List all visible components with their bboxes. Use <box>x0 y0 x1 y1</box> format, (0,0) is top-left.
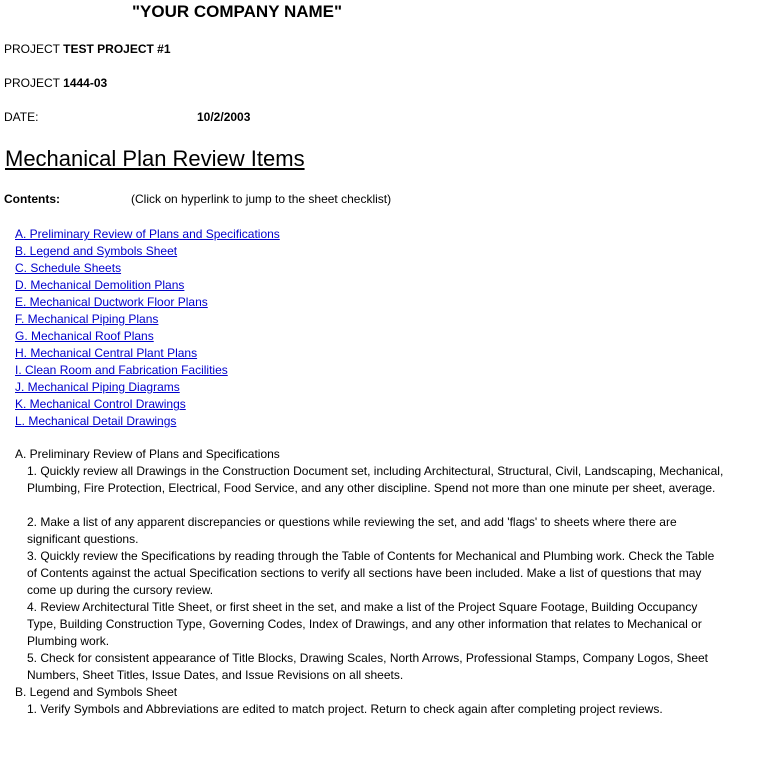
toc-link-i[interactable]: I. Clean Room and Fabrication Facilities <box>15 363 228 377</box>
toc-link-g[interactable]: G. Mechanical Roof Plans <box>15 329 154 343</box>
toc-item <box>15 379 280 396</box>
section-heading-a: A. Preliminary Review of Plans and Specifications <box>15 447 280 461</box>
toc-item <box>15 260 280 277</box>
table-of-contents <box>15 226 280 430</box>
toc-link-f[interactable]: F. Mechanical Piping Plans <box>15 312 159 326</box>
toc-link-b[interactable]: B. Legend and Symbols Sheet <box>15 244 178 258</box>
checklist-item-a5: 5. Check for consistent appearance of Title Blocks, Drawing Scales, North Arrows, Professional Stamps, Company Logos, Sheet Numbers, Sheet Titles, Issue Dates, and Issue Revisions on all sheets. <box>27 651 708 682</box>
toc-item <box>15 328 280 345</box>
project-label: PROJECT <box>4 42 60 56</box>
toc-link-c[interactable]: C. Schedule Sheets <box>15 261 122 275</box>
checklist-item-a1: 1. Quickly review all Drawings in the Construction Document set, including Architectural, Structural, Civil, Landscaping, Mechanical, Plumbing, Fire Protection, Electrical, Food Service, and any other discipline. Spend not more than one minute per sheet, average. <box>27 464 724 495</box>
toc-item <box>15 345 280 362</box>
toc-item <box>15 243 280 260</box>
checklist-item-b1: 1. Verify Symbols and Abbreviations are edited to match project. Return to check again after completing project reviews. <box>27 702 663 716</box>
page-title: Mechanical Plan Review Items <box>5 146 305 171</box>
toc-link-l[interactable]: L. Mechanical Detail Drawings <box>15 414 177 428</box>
toc-link-h[interactable]: H. Mechanical Central Plant Plans <box>15 346 198 360</box>
toc-item <box>15 362 280 379</box>
date-value: 10/2/2003 <box>197 110 251 124</box>
toc-item <box>15 396 280 413</box>
project-name: TEST PROJECT #1 <box>63 42 171 56</box>
toc-item <box>15 413 280 430</box>
toc-item <box>15 294 280 311</box>
toc-link-k[interactable]: K. Mechanical Control Drawings <box>15 397 186 411</box>
company-name: "YOUR COMPANY NAME" <box>132 2 343 21</box>
toc-link-a[interactable]: A. Preliminary Review of Plans and Specifications <box>15 227 280 241</box>
checklist-item-a3: 3. Quickly review the Specifications by reading through the Table of Contents for Mechanical and Plumbing work. Check the Table of Contents against the actual Specification sections to verify all sections have been included. Make a list of questions that may come up during the cursory review. <box>27 549 715 597</box>
contents-label: Contents: <box>4 192 60 206</box>
checklist-item-a4: 4. Review Architectural Title Sheet, or first sheet in the set, and make a list of the Project Square Footage, Building Occupancy Type, Building Construction Type, Governing Codes, Index of Drawings, and any other information that relates to Mechanical or Plumbing work. <box>27 600 702 648</box>
toc-link-d[interactable]: D. Mechanical Demolition Plans <box>15 278 185 292</box>
section-heading-b: B. Legend and Symbols Sheet <box>15 685 178 699</box>
project-number: 1444-03 <box>63 76 108 90</box>
checklist-item-a2: 2. Make a list of any apparent discrepancies or questions while reviewing the set, and add 'flags' to sheets where there are significant questions. <box>27 515 677 546</box>
contents-note: (Click on hyperlink to jump to the sheet checklist) <box>131 192 392 206</box>
toc-item <box>15 311 280 328</box>
project-number-row <box>4 76 107 90</box>
toc-link-e[interactable]: E. Mechanical Ductwork Floor Plans <box>15 295 208 309</box>
toc-link-j[interactable]: J. Mechanical Piping Diagrams <box>15 380 180 394</box>
toc-item <box>15 226 280 243</box>
project-name-row <box>4 42 171 56</box>
project-number-label: PROJECT <box>4 76 60 90</box>
date-label: DATE: <box>4 110 39 124</box>
toc-item <box>15 277 280 294</box>
